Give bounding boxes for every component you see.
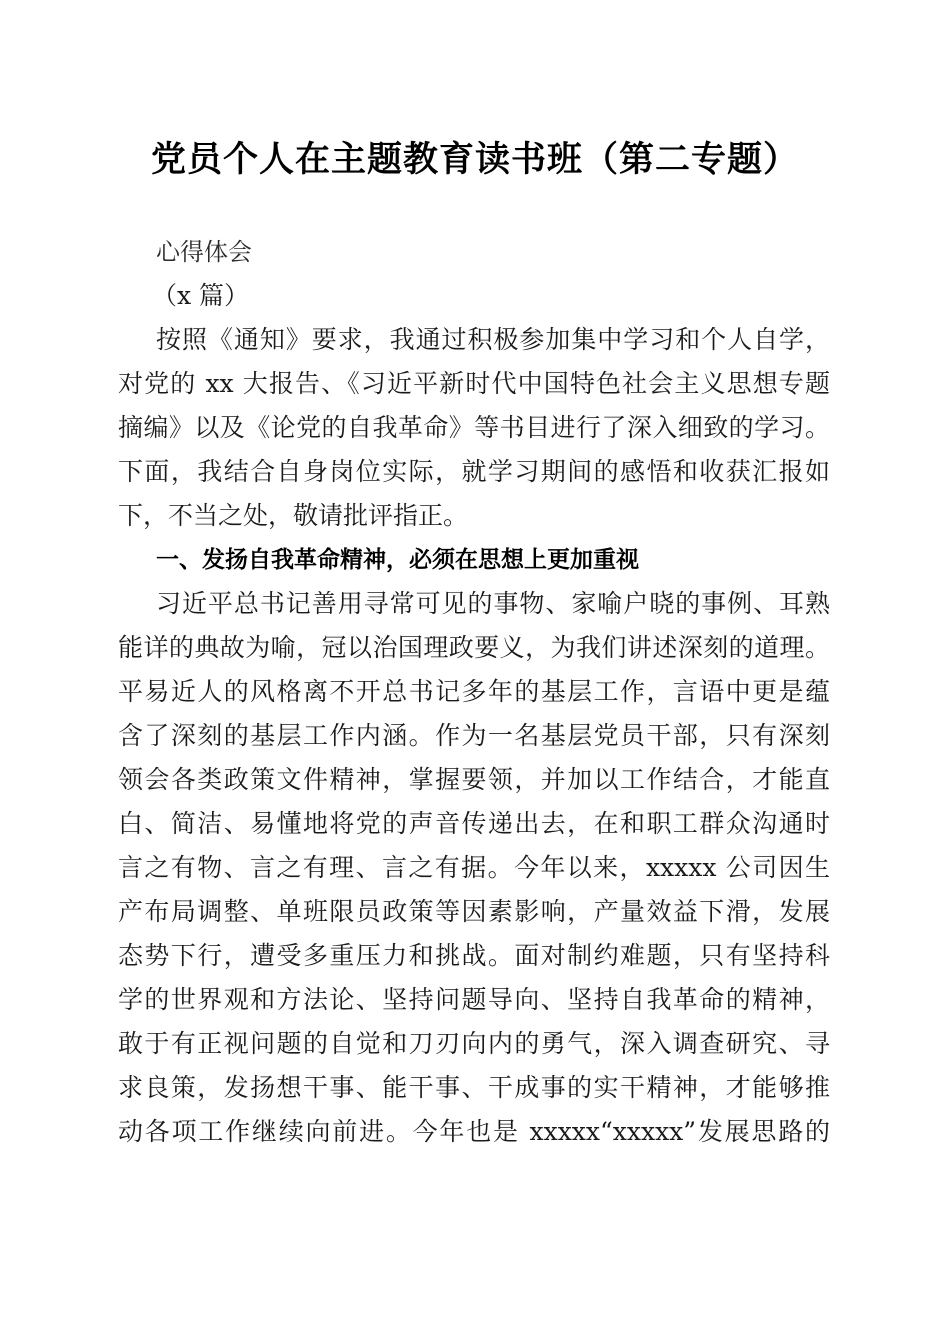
- paragraph-line: 领会各类政策文件精神，掌握要领，并加以工作结合，才能直: [118, 765, 830, 794]
- section-heading: 一、发扬自我革命精神，必须在思想上更加重视: [156, 547, 639, 573]
- paragraph-line: 下面，我结合自身岗位实际，就学习期间的感悟和收获汇报如: [118, 457, 830, 486]
- paragraph-line: 习近平总书记善用寻常可见的事物、家喻户晓的事例、耳熟: [156, 589, 830, 618]
- paragraph-line: 下，不当之处，敬请批评指正。: [118, 501, 469, 530]
- paragraph-line: 对党的 xx 大报告、《习近平新时代中国特色社会主义思想专题: [118, 369, 830, 398]
- paragraph-line: 摘编》以及《论党的自我革命》等书目进行了深入细致的学习。: [118, 413, 830, 442]
- intro-paragraph: [118, 318, 830, 538]
- paragraph-line: 求良策，发扬想干事、能干事、干成事的实干精神，才能够推: [118, 1073, 830, 1102]
- paragraph-line: 白、简洁、易懂地将党的声音传递出去，在和职工群众沟通时: [118, 809, 830, 838]
- paragraph-line: 言之有物、言之有理、言之有据。今年以来，xxxxx 公司因生: [118, 853, 830, 882]
- document-body: [118, 230, 830, 1154]
- document-title: 党员个人在主题教育读书班（第二专题）: [150, 139, 799, 180]
- paragraph-line: 态势下行，遭受多重压力和挑战。面对制约难题，只有坚持科: [118, 941, 830, 970]
- paragraph-line: 能详的典故为喻，冠以治国理政要义，为我们讲述深刻的道理。: [118, 633, 830, 662]
- paragraph-line: 产布局调整、单班限员政策等因素影响，产量效益下滑，发展: [118, 897, 830, 926]
- document-subtitle: 心得体会: [156, 238, 252, 266]
- paragraph-line: 含了深刻的基层工作内涵。作为一名基层党员干部，只有深刻: [118, 721, 830, 750]
- section-1-paragraph: [118, 582, 830, 1154]
- paragraph-line: 平易近人的风格离不开总书记多年的基层工作，言语中更是蕴: [118, 677, 830, 706]
- series-note: （x 篇）: [152, 281, 250, 310]
- paragraph-line: 敢于有正视问题的自觉和刀刃向内的勇气，深入调查研究、寻: [118, 1029, 830, 1058]
- paragraph-line: 动各项工作继续向前进。今年也是 xxxxx“xxxxx”发展思路的: [118, 1117, 830, 1146]
- paragraph-line: 按照《通知》要求，我通过积极参加集中学习和个人自学，: [156, 325, 830, 354]
- paragraph-line: 学的世界观和方法论、坚持问题导向、坚持自我革命的精神，: [118, 985, 830, 1014]
